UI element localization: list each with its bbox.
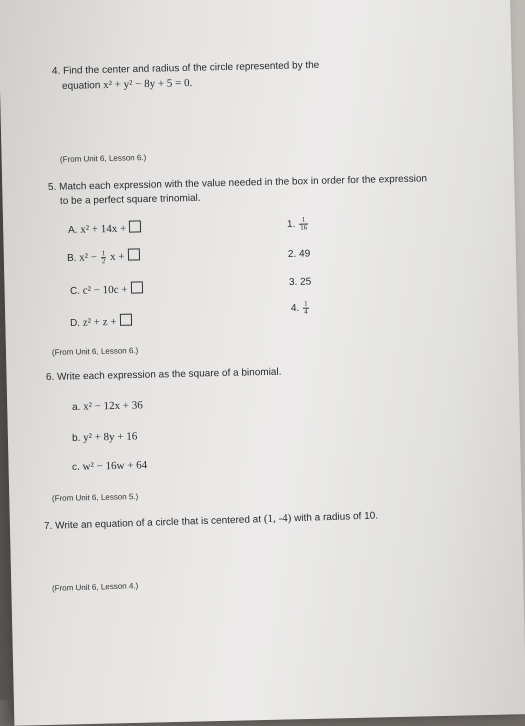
q4-line1: 4. Find the center and radius of the circle represented by the (51, 59, 320, 77)
q4-line2 (62, 77, 193, 92)
q5-expression-c (70, 281, 143, 297)
q7-source: (From Unit 6, Lesson 4.) (51, 581, 139, 593)
q5-b-pre: x² − (79, 251, 98, 264)
q5-c-label: C. (69, 285, 81, 297)
q5-v4-fraction (303, 301, 309, 316)
q5-b-answer-box[interactable] (127, 248, 139, 260)
q5-d-label: D. (69, 317, 81, 329)
q4-equation: x² + y² − 8y + 5 = 0. (103, 77, 193, 92)
q5-c-expr: c² − 10c + (82, 283, 128, 297)
q5-expression-d (70, 314, 132, 329)
q6-a-expr: x² − 12x + 36 (82, 399, 143, 413)
q6-c-label: c. (71, 461, 80, 473)
q5-line2: to be a perfect square trinomial. (59, 192, 201, 207)
q6-c-expr: w² − 16w + 64 (82, 459, 148, 473)
q6-b-label: b. (71, 432, 81, 444)
q7-prompt-post: with a radius of 10. (293, 510, 379, 525)
q5-b-frac-den: 2 (101, 256, 106, 266)
q5-d-expr: z² + z + (82, 315, 117, 329)
q5-line1: 5. Match each expression with the value needed in the box in order for the expression (47, 173, 428, 193)
q5-b-post: x + (109, 250, 125, 264)
q6-item-a (72, 399, 143, 413)
q5-v2-value: 49 (298, 248, 311, 260)
q5-v4-label: 4. (290, 302, 300, 315)
q6-prompt: 6. Write each expression as the square of a binomial. (45, 366, 282, 383)
q5-b-frac-num: 1 (101, 248, 106, 258)
q5-expression-a (68, 220, 142, 236)
q4-source: (From Unit 6, Lesson 6.) (59, 153, 147, 164)
q5-v1-den: 16 (300, 223, 308, 232)
q7-center: (1, -4) (263, 512, 292, 526)
q5-v4-den: 4 (304, 307, 308, 316)
q5-v1-label: 1. (286, 218, 296, 231)
q5-value-1 (287, 216, 309, 231)
q5-b-fraction (101, 250, 107, 265)
q6-source: (From Unit 6, Lesson 5.) (51, 492, 139, 503)
q6-item-b (72, 431, 138, 444)
q6-b-expr: y² + 8y + 16 (82, 430, 138, 444)
q5-v1-fraction (299, 217, 308, 232)
q5-value-4 (291, 301, 310, 316)
q5-b-label: B. (66, 252, 77, 264)
q5-a-answer-box[interactable] (129, 220, 141, 232)
q5-value-3 (289, 276, 311, 288)
q5-d-answer-box[interactable] (119, 314, 131, 326)
q5-a-expr: x² + 14x + (80, 222, 127, 236)
q4-equation-label: equation (61, 80, 101, 92)
q7-prompt (44, 510, 378, 532)
q5-a-label: A. (67, 224, 78, 236)
q5-source: (From Unit 6, Lesson 6.) (51, 346, 139, 357)
q5-v2-label: 2. (287, 248, 297, 260)
q5-c-answer-box[interactable] (130, 281, 142, 293)
q6-a-label: a. (71, 401, 81, 413)
q5-expression-b (67, 248, 140, 266)
q5-value-2 (288, 248, 310, 260)
q5-v3-label: 3. (288, 276, 298, 288)
q5-v3-value: 25 (299, 276, 312, 288)
q7-prompt-pre: 7. Write an equation of a circle that is centered at (43, 514, 262, 532)
q5-v1-num: 1 (299, 217, 308, 225)
q6-item-c (72, 459, 147, 473)
q5-v4-num: 1 (303, 299, 308, 308)
